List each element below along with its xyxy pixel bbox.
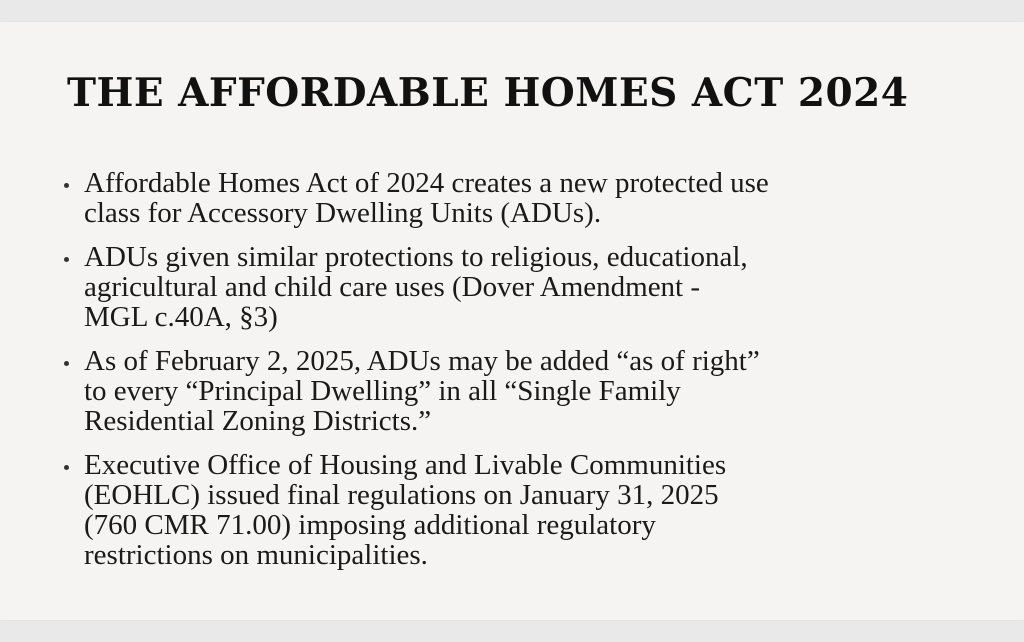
bullet-line: Affordable Homes Act of 2024 creates a new protected use xyxy=(84,167,769,199)
bullet-line: restrictions on municipalities. xyxy=(84,539,428,571)
bullet-line: Residential Zoning Districts.” xyxy=(84,405,432,437)
bullet-text xyxy=(84,168,962,228)
bullet-line: MGL c.40A, §3) xyxy=(84,301,278,333)
bullet-item xyxy=(62,168,962,228)
slide xyxy=(0,22,1024,620)
bullet-line: agricultural and child care uses (Dover Amendment - xyxy=(84,271,701,303)
bullet-line: ADUs given similar protections to religious, educational, xyxy=(84,241,748,273)
bullet-dot-icon xyxy=(64,361,69,366)
bullet-item xyxy=(62,450,962,570)
bullet-line: class for Accessory Dwelling Units (ADUs). xyxy=(84,197,602,229)
slide-title: THE AFFORDABLE HOMES ACT 2024 xyxy=(67,70,909,116)
bullet-text xyxy=(84,346,962,436)
bullet-line: to every “Principal Dwelling” in all “Single Family xyxy=(84,375,681,407)
bullet-dot-icon xyxy=(64,257,69,262)
bullet-dot-icon xyxy=(64,183,69,188)
bullet-item xyxy=(62,346,962,436)
bullet-line: As of February 2, 2025, ADUs may be added “as of right” xyxy=(84,345,760,377)
bullet-line: (EOHLC) issued final regulations on January 31, 2025 xyxy=(84,479,719,511)
bullet-line: (760 CMR 71.00) imposing additional regulatory xyxy=(84,509,656,541)
bullet-dot-icon xyxy=(64,465,69,470)
bullet-line: Executive Office of Housing and Livable Communities xyxy=(84,449,727,481)
bullet-item xyxy=(62,242,962,332)
bullet-list xyxy=(62,168,962,584)
bullet-text xyxy=(84,242,962,332)
bullet-text xyxy=(84,450,962,570)
